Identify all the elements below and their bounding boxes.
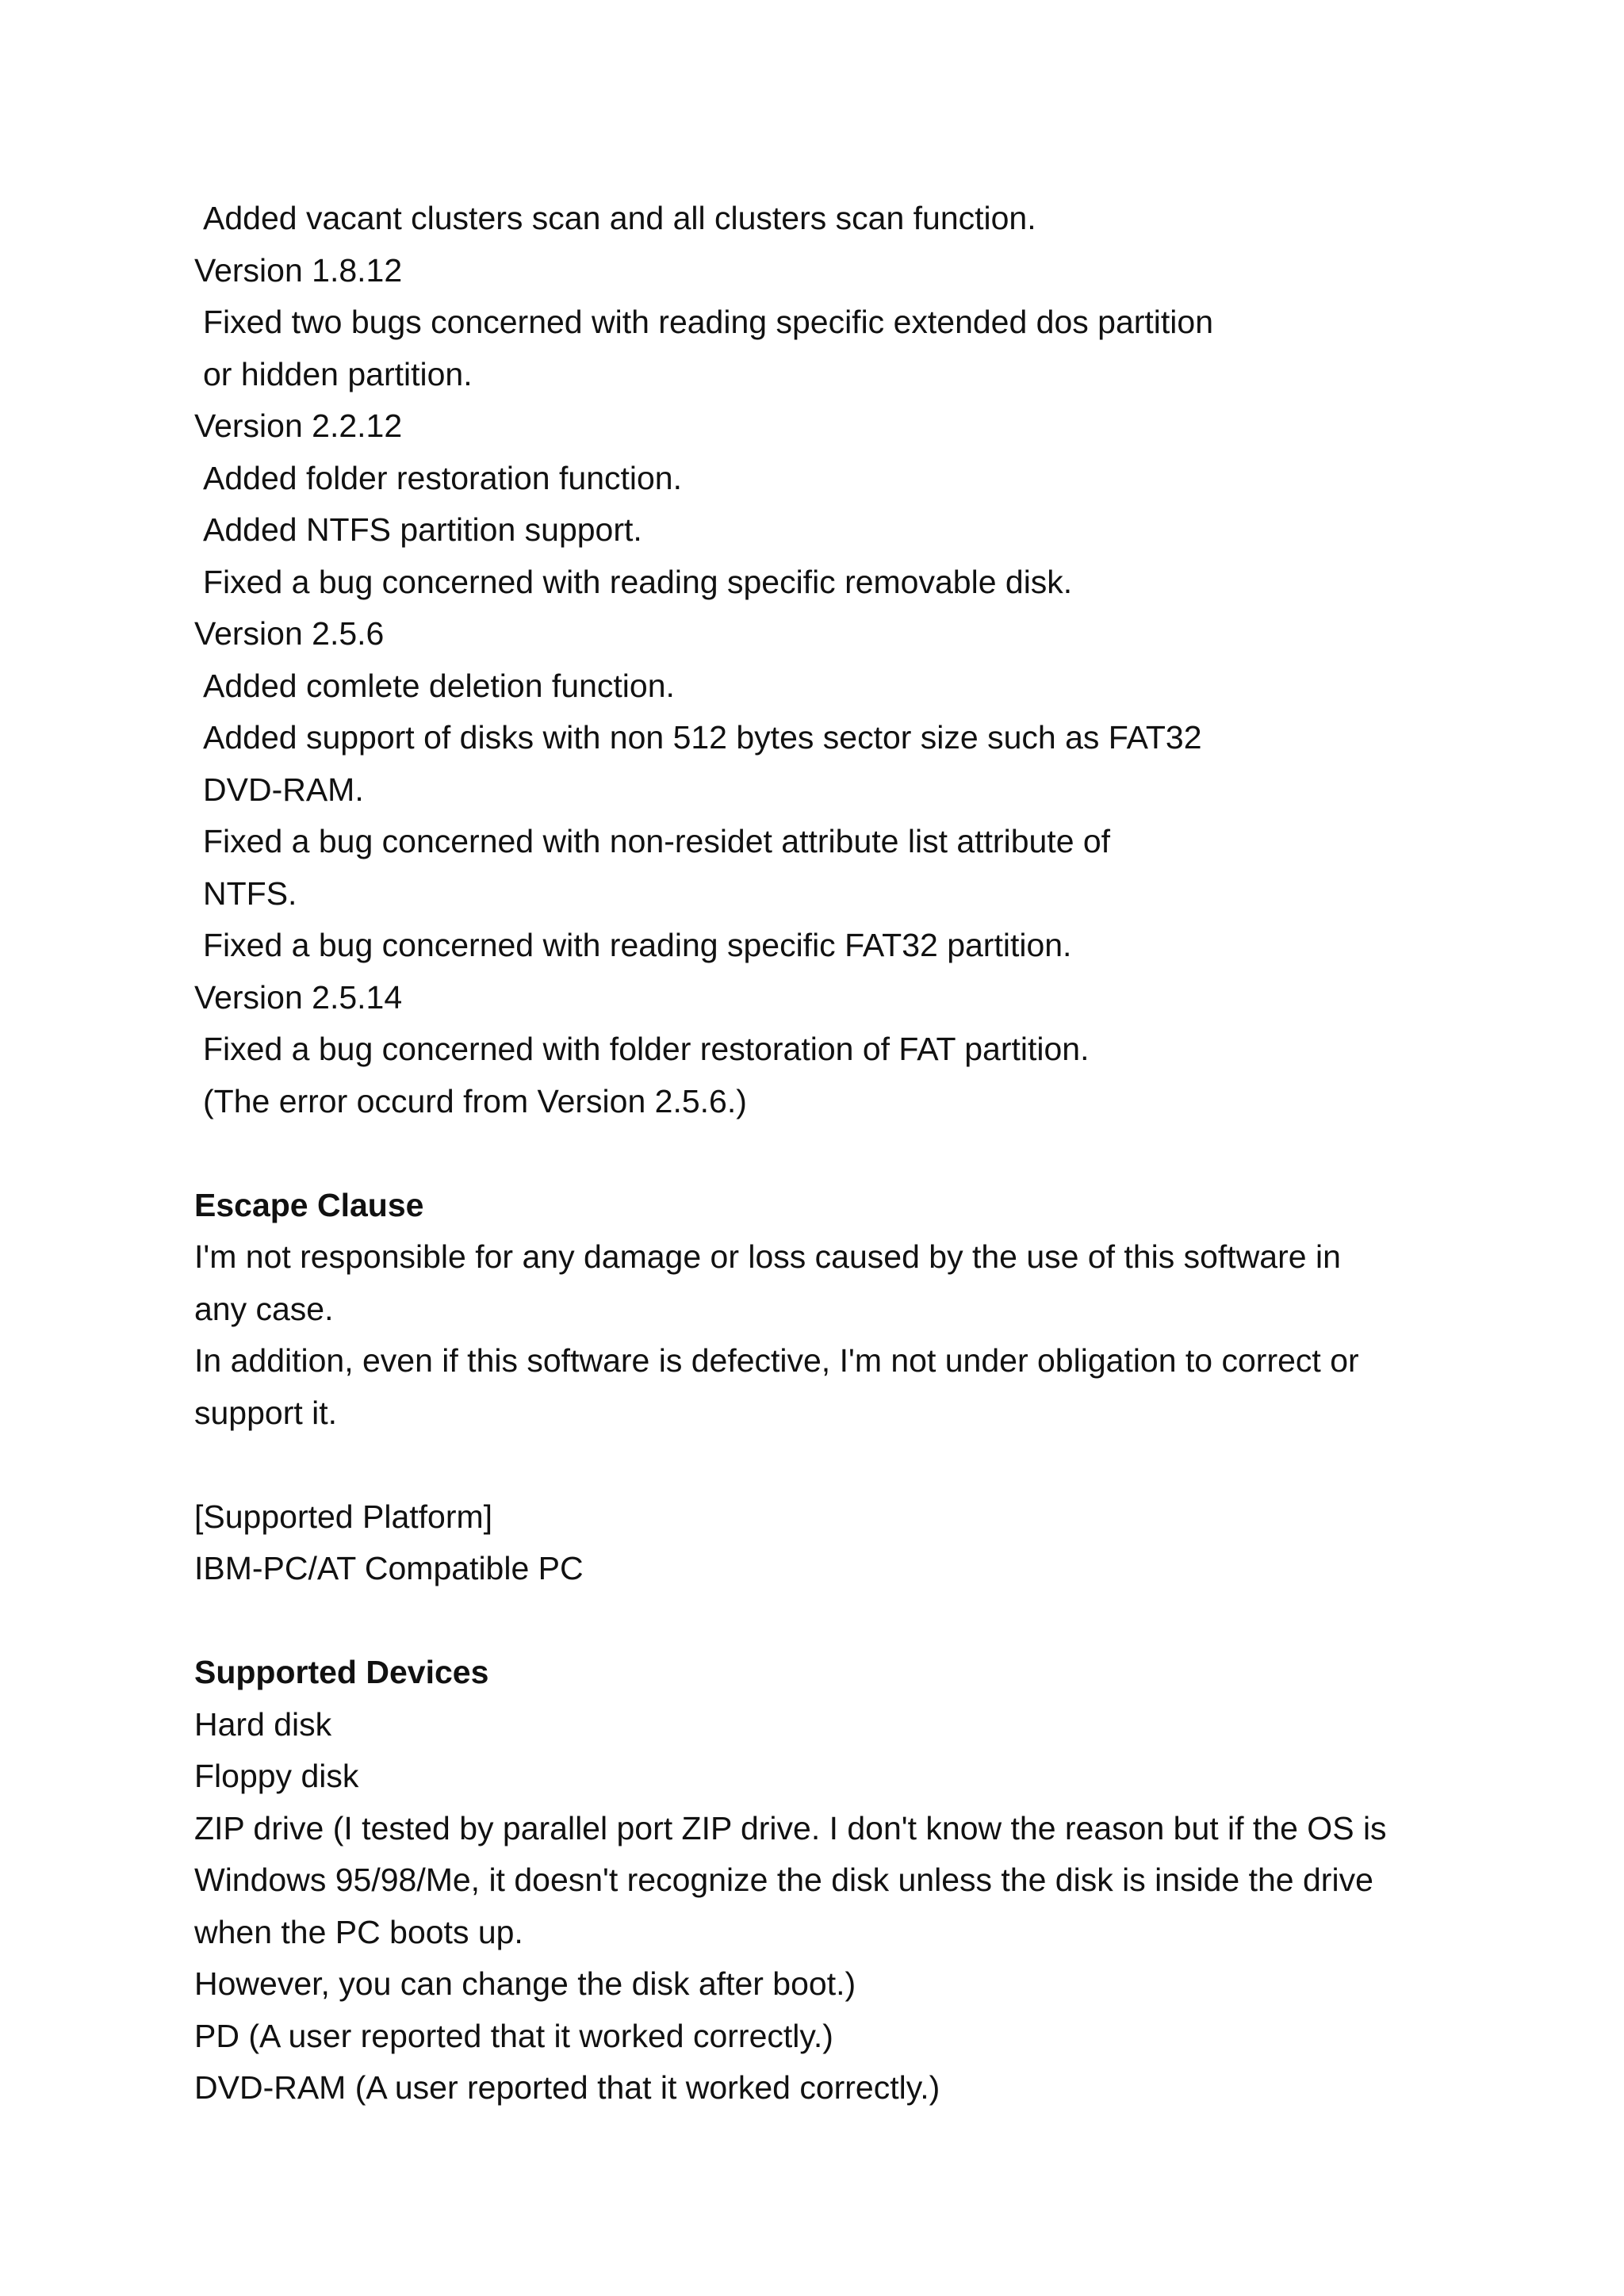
supported-platform-line: IBM-PC/AT Compatible PC <box>194 1550 584 1586</box>
supported-devices-heading: Supported Devices <box>194 1654 489 1690</box>
section-spacer <box>194 1439 1463 1491</box>
changelog-line: Fixed a bug concerned with reading specific removable disk. <box>203 563 1073 600</box>
device-line: Hard disk <box>194 1705 332 1743</box>
device-line: DVD-RAM (A user reported that it worked correctly.) <box>194 2069 940 2106</box>
supported-platform-section <box>194 1491 1463 1595</box>
changelog-line: (The error occurd from Version 2.5.6.) <box>203 1082 747 1119</box>
escape-clause-line: any case. <box>194 1290 334 1327</box>
changelog-section <box>194 193 1463 1127</box>
changelog-line: Fixed two bugs concerned with reading specific extended dos partition <box>203 304 1214 340</box>
escape-clause-line: I'm not responsible for any damage or loss caused by the use of this software in <box>194 1238 1341 1275</box>
escape-clause-heading: Escape Clause <box>194 1186 424 1223</box>
supported-devices-section <box>194 1647 1463 2114</box>
changelog-line: Fixed a bug concerned with reading specific FAT32 partition. <box>203 927 1072 963</box>
escape-clause-line: support it. <box>194 1394 338 1431</box>
changelog-line: Added support of disks with non 512 bytes sector size such as FAT32 <box>203 719 1202 756</box>
changelog-line: Added folder restoration function. <box>203 459 682 496</box>
device-line: However, you can change the disk after boot.) <box>194 1965 856 2002</box>
device-line: Windows 95/98/Me, it doesn't recognize the disk unless the disk is inside the drive <box>194 1862 1373 1898</box>
changelog-line: DVD-RAM. <box>203 771 364 808</box>
escape-clause-line: In addition, even if this software is defective, I'm not under obligation to correct or <box>194 1342 1359 1379</box>
document-page <box>194 193 1463 2114</box>
device-line: PD (A user reported that it worked correctly.) <box>194 2017 833 2054</box>
changelog-line: Added comlete deletion function. <box>203 667 675 704</box>
device-line: Floppy disk <box>194 1758 359 1794</box>
changelog-line: Added vacant clusters scan and all clusters scan function. <box>203 200 1036 236</box>
section-spacer <box>194 1127 1463 1180</box>
version-heading: Version 2.2.12 <box>194 408 403 444</box>
supported-platform-heading: [Supported Platform] <box>194 1498 493 1535</box>
device-line: ZIP drive (I tested by parallel port ZIP drive. I don't know the reason but if the OS is <box>194 1809 1387 1846</box>
section-spacer <box>194 1595 1463 1647</box>
changelog-line: Added NTFS partition support. <box>203 511 642 548</box>
changelog-line: or hidden partition. <box>203 355 473 392</box>
changelog-line: Fixed a bug concerned with non-residet attribute list attribute of <box>203 823 1111 859</box>
changelog-line: NTFS. <box>203 874 297 912</box>
version-heading: Version 2.5.6 <box>194 615 385 652</box>
version-heading: Version 2.5.14 <box>194 978 403 1016</box>
escape-clause-section <box>194 1180 1463 1440</box>
device-line: when the PC boots up. <box>194 1913 523 1950</box>
changelog-line: Fixed a bug concerned with folder restoration of FAT partition. <box>203 1031 1090 1067</box>
version-heading: Version 1.8.12 <box>194 251 403 289</box>
